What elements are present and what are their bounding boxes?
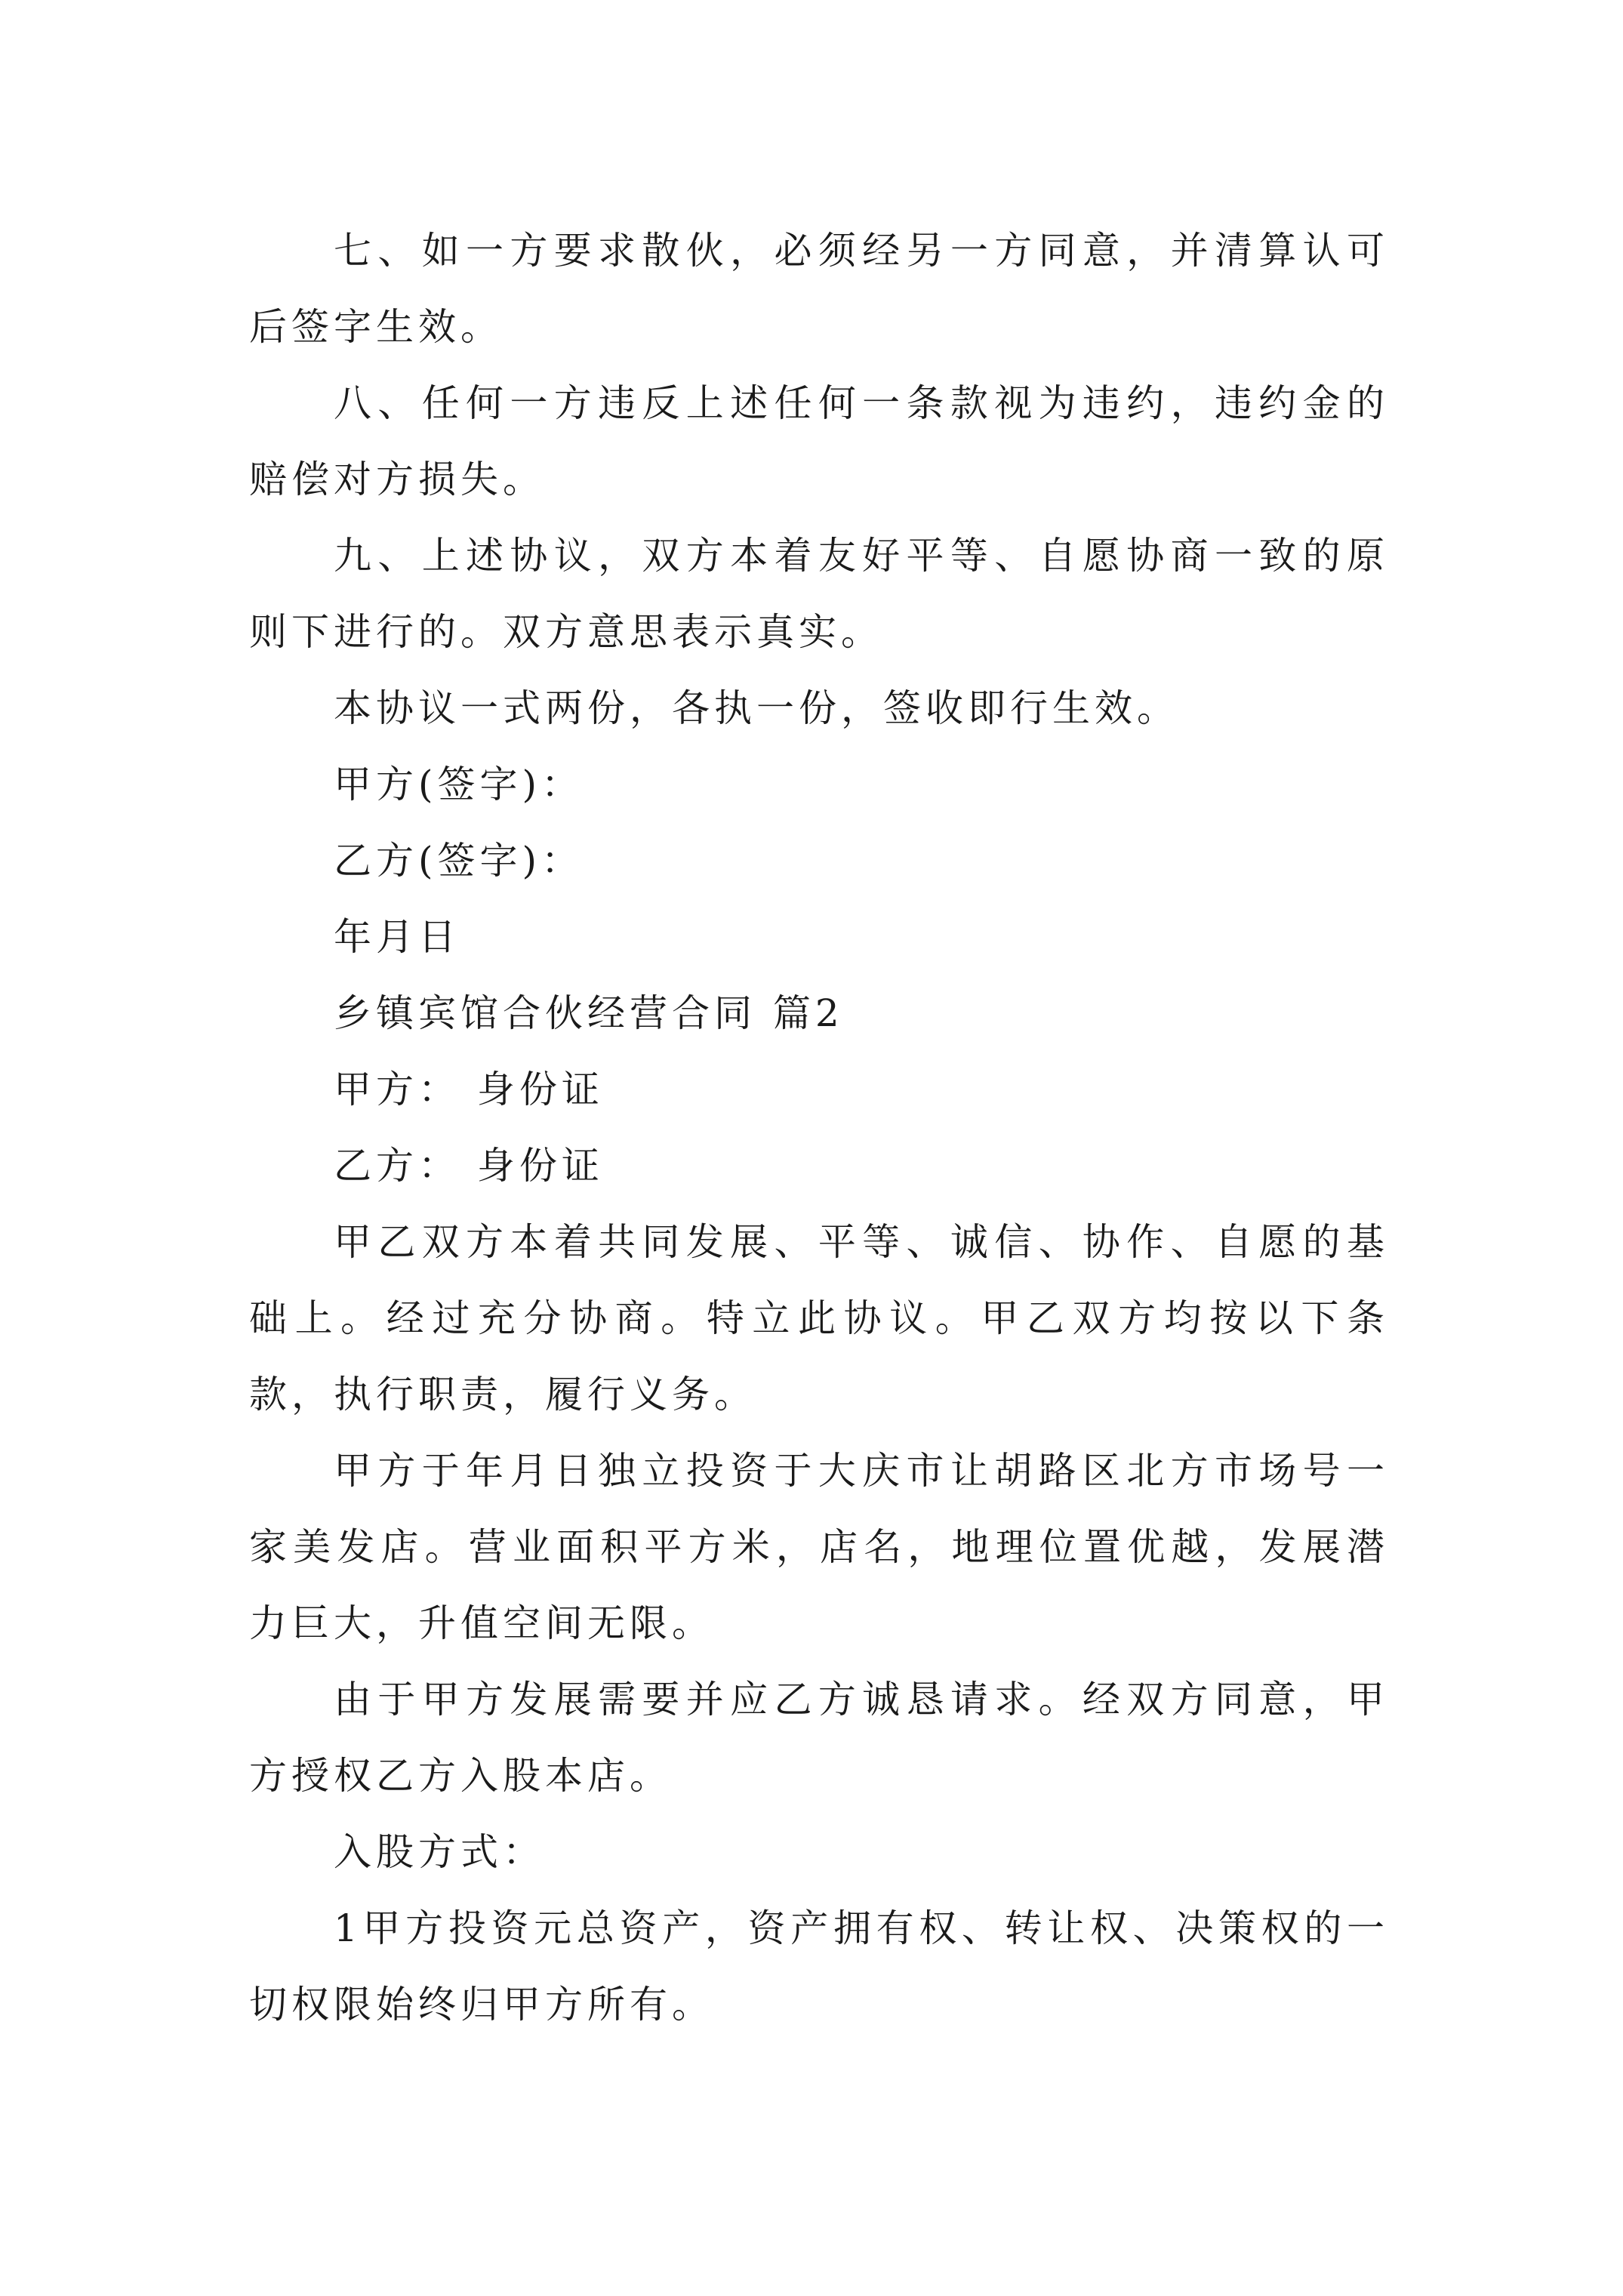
paragraph-clause-7: 七、如一方要求散伙，必须经另一方同意，并清算认可后签字生效。 <box>249 229 1389 349</box>
date-line: 年月日 <box>334 915 460 959</box>
party-b-signature: 乙方(签字)： <box>334 839 584 883</box>
party-a-id: 甲方： 身份证 <box>334 1068 604 1111</box>
paragraph-share-method: 入股方式： <box>334 1830 545 1874</box>
paragraph-investment: 甲方于年月日独立投资于大庆市让胡路区北方市场号一家美发店。营业面积平方米，店名，地理位置优越，发展潜力巨大，升值空间无限。 <box>249 1449 1389 1645</box>
paragraph-clause-8: 八、任何一方违反上述任何一条款视为违约，违约金的赔偿对方损失。 <box>249 381 1389 501</box>
paragraph-clause-9: 九、上述协议，双方本着友好平等、自愿协商一致的原则下进行的。双方意思表示真实。 <box>249 534 1389 654</box>
paragraph-item-1: 1甲方投资元总资产，资产拥有权、转让权、决策权的一切权限始终归甲方所有。 <box>249 1906 1389 2026</box>
party-a-signature: 甲方(签字)： <box>334 763 584 806</box>
document-body <box>249 213 1389 2043</box>
paragraph-authorization: 由于甲方发展需要并应乙方诚恳请求。经双方同意，甲方授权乙方入股本店。 <box>249 1678 1389 1798</box>
paragraph-preamble: 甲乙双方本着共同发展、平等、诚信、协作、自愿的基础上。经过充分协商。特立此协议。甲乙双方均按以下条款，执行职责，履行义务。 <box>249 1220 1389 1416</box>
party-b-id: 乙方： 身份证 <box>334 1144 604 1188</box>
paragraph-copies: 本协议一式两份，各执一份，签收即行生效。 <box>334 686 1179 730</box>
section-title: 乡镇宾馆合伙经营合同 篇2 <box>334 991 844 1035</box>
